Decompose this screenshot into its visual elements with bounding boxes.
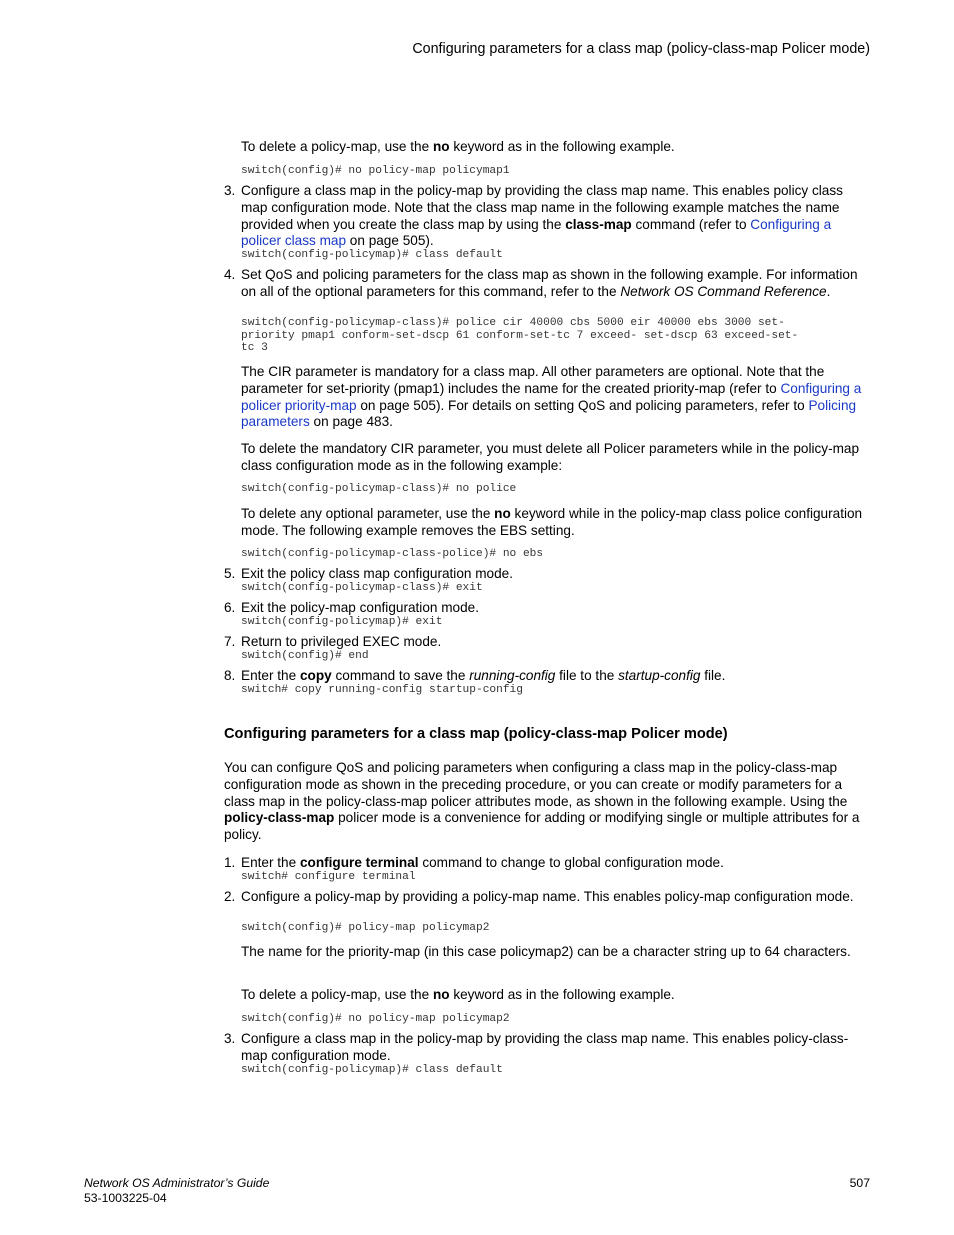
step-number: 7. <box>224 634 236 649</box>
step-text: Configure a policy-map by providing a policy-map name. This enables policy-map configuration mode. <box>241 889 854 904</box>
step-number: 3. <box>224 183 236 198</box>
code-example: switch(config)# no policy-map policymap1 <box>241 165 510 177</box>
step-number: 5. <box>224 566 236 581</box>
cross-reference-link[interactable]: Configuring a policer priority-map <box>241 380 862 413</box>
step-text: Configure a class map in the policy-map by providing the class map name. This enables policy class map configuration mode. Note that the class map name in the following example matches the name provided when you create the class map by using the class-map command (refer to Configuring a policer class map on page 505). <box>241 183 843 249</box>
step-number: 6. <box>224 600 236 615</box>
code-example: switch(config)# no policy-map policymap2 <box>241 1013 510 1025</box>
step-text: Enter the copy command to save the running-config file to the startup-config file. <box>241 668 726 683</box>
step-number: 8. <box>224 668 236 683</box>
paragraph: The name for the priority-map (in this case policymap2) can be a character string up to 64 characters. <box>241 944 851 959</box>
paragraph: To delete the mandatory CIR parameter, you must delete all Policer parameters while in the policy-map class configuration mode as in the following example: <box>241 441 860 473</box>
running-header: Configuring parameters for a class map (policy-class-map Policer mode) <box>412 41 870 57</box>
cross-reference-link[interactable]: Configuring a policer class map <box>241 216 832 249</box>
paragraph: To delete a policy-map, use the no keyword as in the following example. <box>241 139 675 154</box>
step-number: 3. <box>224 1031 236 1046</box>
code-example: switch(config-policymap-class)# no police <box>241 483 517 495</box>
step-text: Configure a class map in the policy-map by providing the class map name. This enables policy-class-map configuration mode. <box>241 1031 849 1063</box>
footer-title: Network OS Administrator’s Guide <box>84 1176 270 1190</box>
code-example: switch(config-policymap-class)# exit <box>241 582 483 594</box>
step-text: Enter the configure terminal command to change to global configuration mode. <box>241 855 724 870</box>
page-number: 507 <box>849 1176 870 1190</box>
section-intro: You can configure QoS and policing parameters when configuring a class map in the policy-class-map configuration mode as shown in the preceding procedure, or you can create or modify parameters for a class map in the policy-class-map policer attributes mode, as shown in the following example. Using the policy-class-map policer mode is a convenience for adding or modifying single or multiple attributes for a policy. <box>224 760 860 843</box>
code-example: switch(config)# end <box>241 650 369 662</box>
paragraph: To delete any optional parameter, use the no keyword while in the policy-map class police configuration mode. The following example removes the EBS setting. <box>241 506 863 538</box>
code-example: switch(config-policymap-class)# police cir 40000 cbs 5000 eir 40000 ebs 3000 set- priority pmap1 conform-set-dscp 61 conform-set-tc 7 exceed- set-dscp 63 exceed-set- tc 3 <box>241 317 799 354</box>
step-number: 1. <box>224 855 236 870</box>
step-text: Exit the policy class map configuration mode. <box>241 566 514 581</box>
code-example: switch# copy running-config startup-config <box>241 684 523 696</box>
code-example: switch(config-policymap)# class default <box>241 1064 503 1076</box>
paragraph: To delete a policy-map, use the no keyword as in the following example. <box>241 987 675 1002</box>
step-number: 4. <box>224 267 236 282</box>
paragraph: The CIR parameter is mandatory for a class map. All other parameters are optional. Note that the parameter for set-priority (pmap1) includes the name for the created priority-map (refer to Configuring a policer priority-map on page 505). For details on setting QoS and policing parameters, refer to Policing parameters on page 483. <box>241 364 862 430</box>
code-example: switch# configure terminal <box>241 871 416 883</box>
code-example: switch(config-policymap)# class default <box>241 249 503 261</box>
step-text: Set QoS and policing parameters for the class map as shown in the following example. For information on all of the optional parameters for this command, refer to the Network OS Command Reference. <box>241 267 858 299</box>
footer-left <box>84 1176 269 1206</box>
code-example: switch(config-policymap-class-police)# no ebs <box>241 548 544 560</box>
step-number: 2. <box>224 889 236 904</box>
code-example: switch(config)# policy-map policymap2 <box>241 922 490 934</box>
step-text: Exit the policy-map configuration mode. <box>241 600 480 615</box>
code-example: switch(config-policymap)# exit <box>241 616 443 628</box>
section-heading: Configuring parameters for a class map (policy-class-map Policer mode) <box>224 726 728 742</box>
cross-reference-link[interactable]: Policing parameters <box>241 397 857 430</box>
footer-doc-number: 53-1003225-04 <box>84 1191 167 1205</box>
step-text: Return to privileged EXEC mode. <box>241 634 442 649</box>
